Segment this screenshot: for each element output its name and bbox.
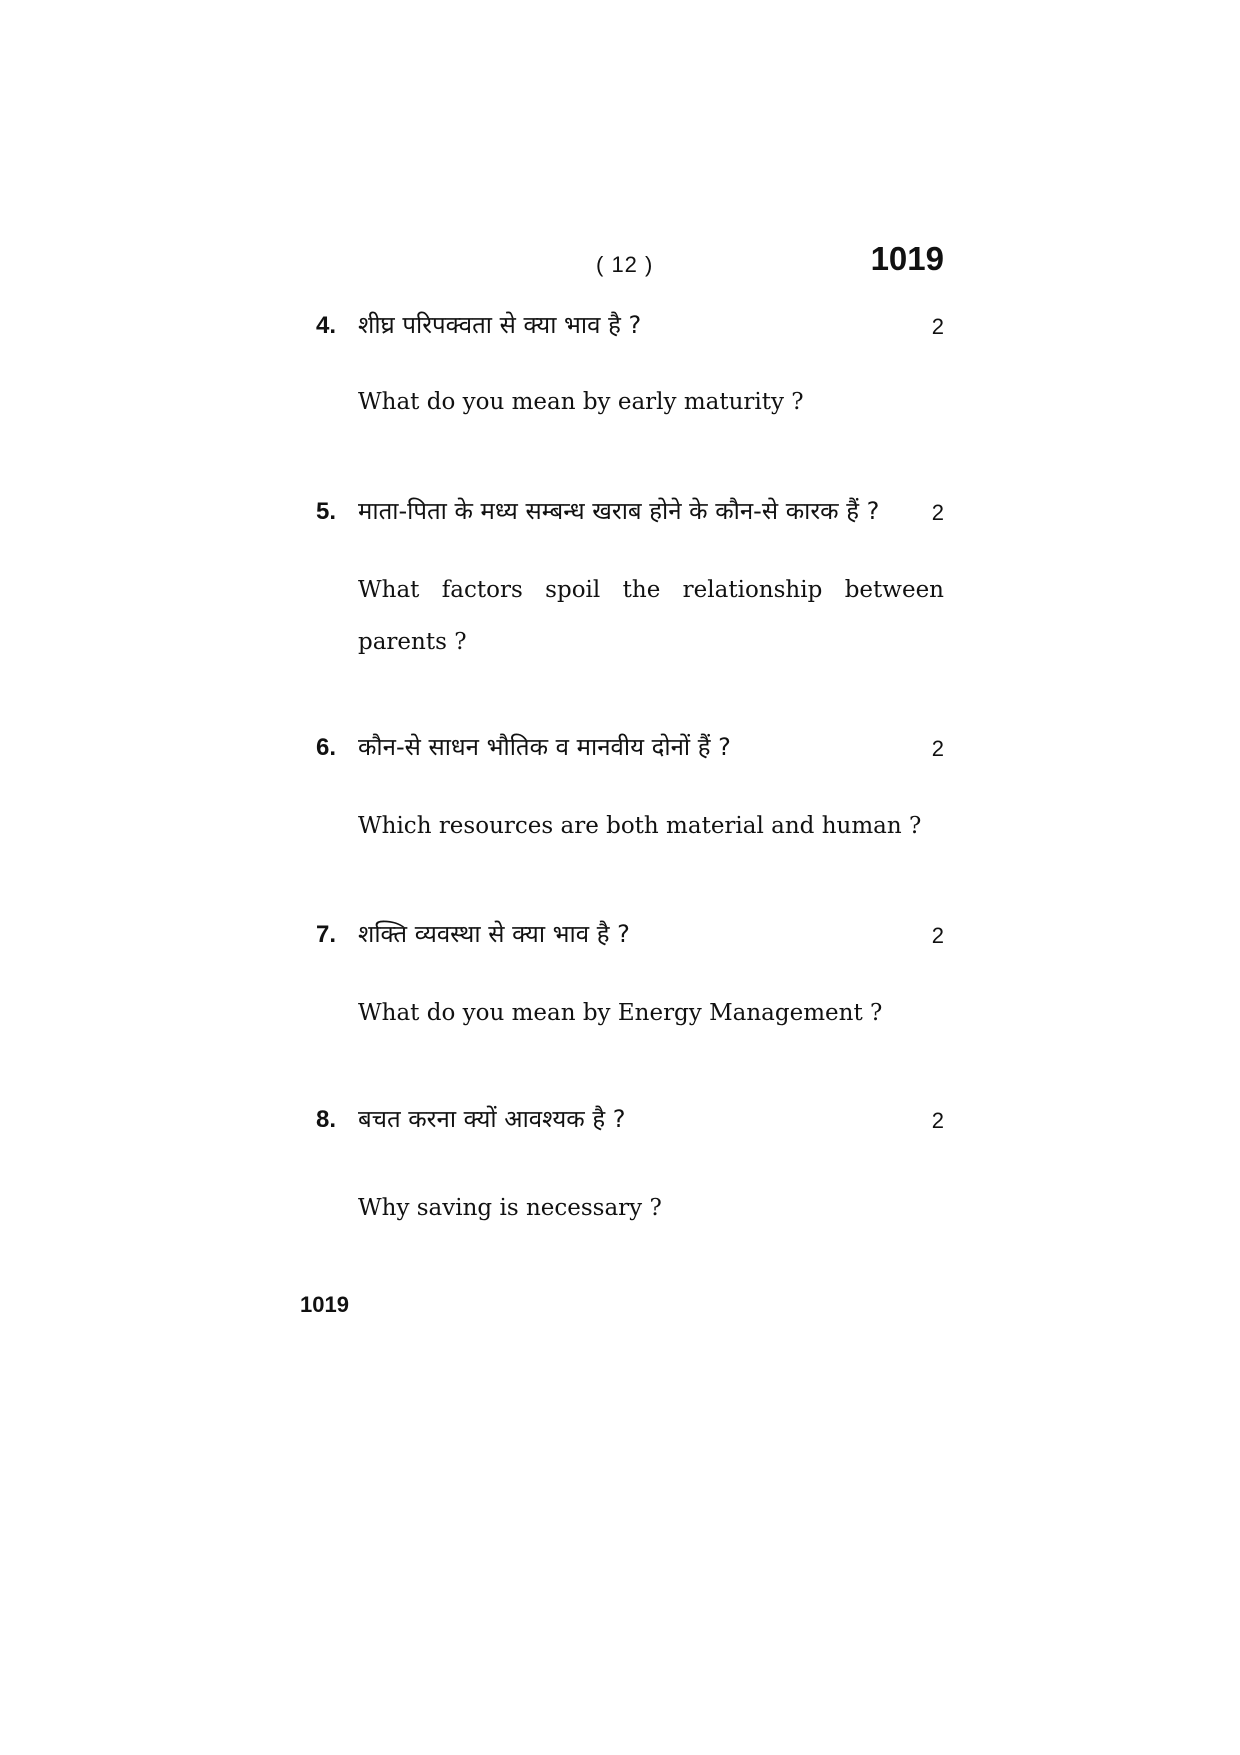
- question-5: [316, 494, 944, 668]
- question-6: [316, 730, 944, 852]
- question-text-hindi: बचत करना क्यों आवश्यक है ?: [358, 1105, 626, 1133]
- question-8: [316, 1102, 944, 1234]
- paper-code-footer: 1019: [300, 1292, 349, 1317]
- question-number: 5.: [316, 498, 337, 525]
- page-number: ( 12 ): [596, 252, 654, 277]
- question-number: 6.: [316, 734, 337, 761]
- question-7: [316, 917, 944, 1039]
- paper-code-header: 1019: [870, 240, 944, 277]
- question-hindi-row: [316, 308, 944, 348]
- question-text-hindi: कौन-से साधन भौतिक व मानवीय दोनों हैं ?: [358, 733, 731, 761]
- question-hindi-row: [316, 1102, 944, 1142]
- question-text-english: Which resources are both material and human ?: [358, 813, 922, 839]
- question-marks: 2: [931, 736, 944, 761]
- question-number: 8.: [316, 1106, 337, 1133]
- question-hindi-row: [316, 730, 944, 770]
- question-4: [316, 308, 944, 428]
- question-marks: 2: [931, 314, 944, 339]
- question-hindi-row: [316, 917, 944, 957]
- question-text-english: What do you mean by early maturity ?: [358, 389, 804, 415]
- question-text-english: Why saving is necessary ?: [358, 1195, 662, 1221]
- question-text-hindi: शक्ति व्यवस्था से क्या भाव है ?: [358, 920, 630, 948]
- question-text-hindi: माता-पिता के मध्य सम्बन्ध खराब होने के कौन-से कारक हैं ?: [358, 497, 880, 525]
- question-text-english: What factors spoil the relationship between parents ?: [358, 577, 944, 655]
- question-text-hindi: शीघ्र परिपक्वता से क्या भाव है ?: [358, 311, 642, 339]
- question-number: 7.: [316, 921, 337, 948]
- question-hindi-row: [316, 494, 944, 534]
- question-marks: 2: [931, 923, 944, 948]
- question-marks: 2: [931, 1108, 944, 1133]
- question-number: 4.: [316, 312, 337, 339]
- question-marks: 2: [931, 500, 944, 525]
- question-text-english: What do you mean by Energy Management ?: [358, 1000, 883, 1026]
